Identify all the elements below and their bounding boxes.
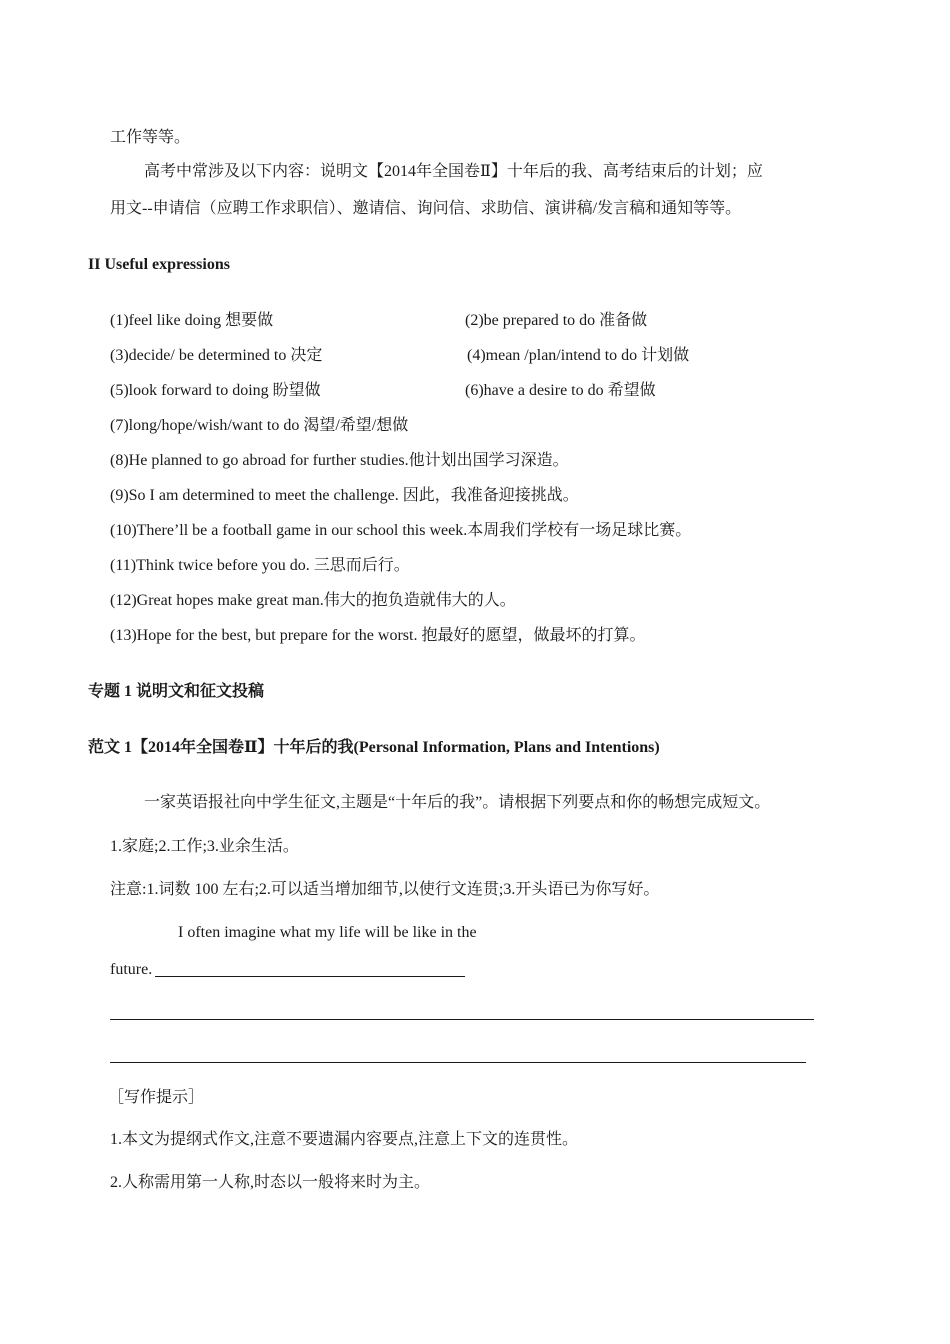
answer-blank-1 <box>155 976 465 977</box>
topic-heading: 专题 1 说明文和征文投稿 <box>88 683 265 700</box>
expression-6: (6)have a desire to do 希望做 <box>465 382 656 399</box>
answer-blank-2 <box>110 1019 814 1020</box>
expression-4: (4)mean /plan/intend to do 计划做 <box>467 347 690 364</box>
expression-2: (2)be prepared to do 准备做 <box>465 312 648 329</box>
expression-12: (12)Great hopes make great man.伟大的抱负造就伟大的人。 <box>110 592 516 609</box>
essay-points: 1.家庭;2.工作;3.业余生活。 <box>110 838 299 855</box>
intro-line-1: 工作等等。 <box>110 129 191 146</box>
writing-tip-1: 1.本文为提纲式作文,注意不要遗漏内容要点,注意上下文的连贯性。 <box>110 1131 579 1148</box>
expression-13: (13)Hope for the best, but prepare for the worst. 抱最好的愿望，做最坏的打算。 <box>110 627 646 644</box>
expression-11: (11)Think twice before you do. 三思而后行。 <box>110 557 410 574</box>
expression-7: (7)long/hope/wish/want to do 渴望/希望/想做 <box>110 417 409 434</box>
writing-tip-2: 2.人称需用第一人称,时态以一般将来时为主。 <box>110 1174 431 1191</box>
essay-prompt: 一家英语报社向中学生征文,主题是“十年后的我”。请根据下列要点和你的畅想完成短文。 <box>144 794 771 811</box>
sample-title: 范文 1【2014年全国卷Ⅱ】十年后的我(Personal Information, Plans and Intentions) <box>88 739 660 756</box>
expression-9: (9)So I am determined to meet the challenge. 因此，我准备迎接挑战。 <box>110 487 579 504</box>
expression-1: (1)feel like doing 想要做 <box>110 312 274 329</box>
essay-notes: 注意:1.词数 100 左右;2.可以适当增加细节,以使行文连贯;3.开头语已为你写好。 <box>110 881 660 898</box>
writing-tips-heading: ［写作提示］ <box>108 1089 205 1106</box>
intro-line-2: 高考中常涉及以下内容：说明文【2014年全国卷Ⅱ】十年后的我、高考结束后的计划；应 <box>144 163 763 180</box>
expression-8: (8)He planned to go abroad for further studies.他计划出国学习深造。 <box>110 452 569 469</box>
expression-3: (3)decide/ be determined to 决定 <box>110 347 323 364</box>
essay-opening: I often imagine what my life will be like in the <box>178 924 477 941</box>
answer-blank-3 <box>110 1062 806 1063</box>
intro-line-3: 用文--申请信（应聘工作求职信）、邀请信、询问信、求助信、演讲稿/发言稿和通知等等。 <box>110 200 742 217</box>
expression-5: (5)look forward to doing 盼望做 <box>110 382 321 399</box>
useful-expressions-heading: II Useful expressions <box>88 256 230 273</box>
essay-future-word: future. <box>110 961 153 978</box>
expression-10: (10)There’ll be a football game in our school this week.本周我们学校有一场足球比赛。 <box>110 522 692 539</box>
